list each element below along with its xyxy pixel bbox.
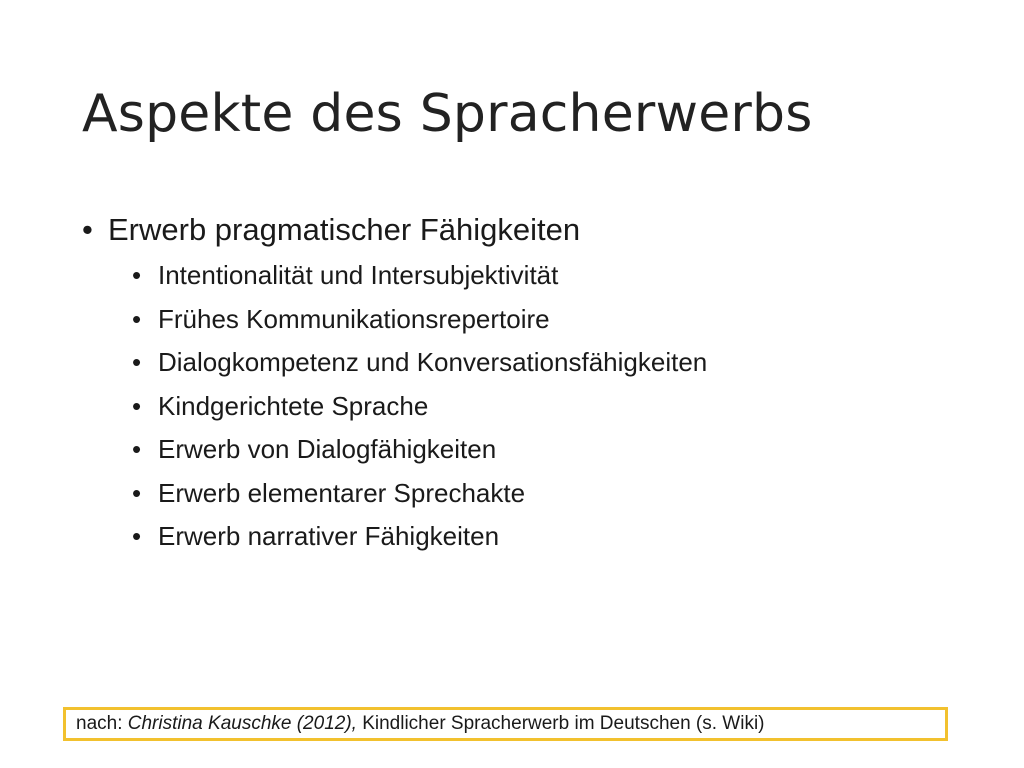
citation-author: Christina Kauschke (2012), [127, 713, 357, 734]
slide-content [82, 208, 982, 559]
sub-bullet-list [82, 254, 982, 559]
sub-bullet-text: Intentionalität und Intersubjektivität [158, 260, 559, 290]
bullet-icon: • [82, 212, 93, 247]
citation-prefix: nach: [76, 713, 128, 734]
sub-bullet-text: Frühes Kommunikationsrepertoire [158, 303, 550, 334]
sub-bullet-item [132, 515, 982, 559]
bullet-icon: • [132, 477, 142, 508]
bullet-icon: • [132, 303, 142, 334]
sub-bullet-item [132, 254, 982, 298]
sub-bullet-item [132, 385, 982, 429]
slide-title: Aspekte des Spracherwerbs [82, 84, 813, 144]
bullet-icon: • [132, 434, 142, 464]
sub-bullet-text: Dialogkompetenz und Konversationsfähigkeiten [158, 347, 708, 377]
sub-bullet-item [132, 341, 982, 385]
sub-bullet-text: Kindgerichtete Sprache [158, 390, 429, 421]
main-bullet-item [82, 208, 982, 252]
bullet-icon: • [132, 260, 142, 290]
bullet-icon: • [132, 390, 142, 421]
sub-bullet-text: Erwerb elementarer Sprechakte [158, 477, 526, 508]
bullet-icon: • [132, 521, 142, 551]
sub-bullet-item [132, 472, 982, 516]
sub-bullet-text: Erwerb narrativer Fähigkeiten [158, 521, 500, 551]
sub-bullet-text: Erwerb von Dialogfähigkeiten [158, 434, 497, 464]
main-bullet-text: Erwerb pragmatischer Fähigkeiten [108, 212, 581, 247]
sub-bullet-item [132, 298, 982, 342]
sub-bullet-item [132, 428, 982, 472]
source-citation-box [63, 707, 948, 741]
citation-title: Kindlicher Spracherwerb im Deutschen (s. Wiki) [356, 713, 765, 734]
bullet-icon: • [132, 347, 142, 377]
